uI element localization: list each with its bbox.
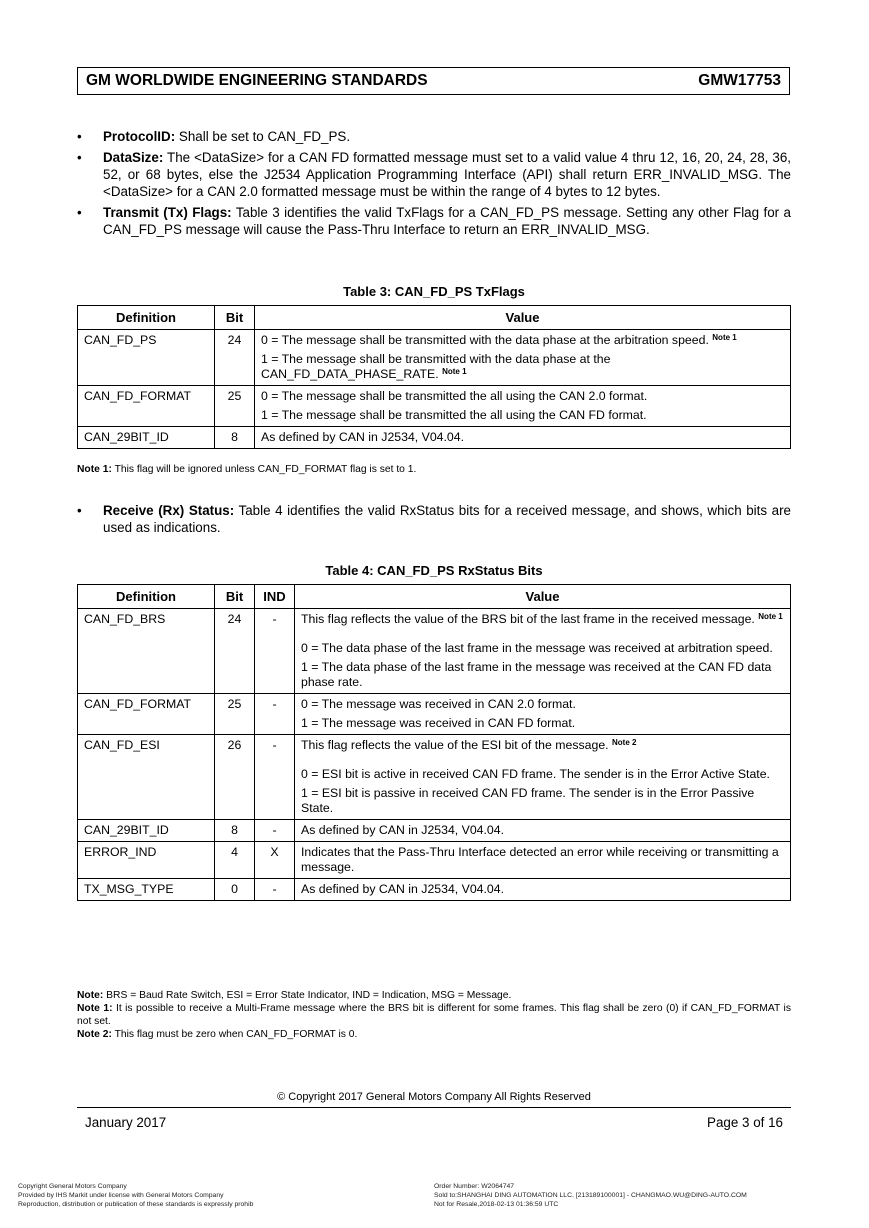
note-ref: Note 1 xyxy=(758,612,783,621)
bullet-data-size xyxy=(77,149,791,200)
table-header-row xyxy=(78,585,791,609)
column-header: Value xyxy=(295,585,791,609)
table3 xyxy=(77,305,791,449)
note-ref: Note 2 xyxy=(612,738,637,747)
bullet-text: Table 3 identifies the valid TxFlags for a CAN_FD_PS message. Setting any other Flag for a CAN_FD_PS message will cause the Pass-Thru Interface to return an ERR_INVALID_MSG. xyxy=(103,205,792,237)
bullet-icon: • xyxy=(77,205,82,220)
fine-print-line: Provided by IHS Markit under license with General Motors Company xyxy=(18,1192,224,1199)
footer-date: January 2017 xyxy=(85,1115,167,1130)
bullet-rx-status xyxy=(77,502,791,536)
bullet-label: DataSize: xyxy=(103,150,164,165)
cell-value xyxy=(255,386,791,427)
note-text: This flag will be ignored unless CAN_FD_FORMAT flag is set to 1. xyxy=(111,464,417,475)
note-text: It is possible to receive a Multi-Frame message where the BRS bit is different for some frames. This flag shall be zero (0) if CAN_FD_FORMAT is not set. xyxy=(77,1003,791,1027)
table-row xyxy=(78,820,791,842)
bullet-text: The <DataSize> for a CAN FD formatted message must set to a valid value 4 thru 12, 16, 20, 24, 28, 36, 52, or 68 bytes, else the J2534 Application Programming Interface (API) shall return ERR_INVALID_MSG. The <DataSize> for a CAN 2.0 formatted message must be within the range of 4 bytes to 12 bytes. xyxy=(103,150,791,199)
cell-value xyxy=(255,330,791,386)
bullet-text: Table 4 identifies the valid RxStatus bits for a received message, and shows, which bits are used as indications. xyxy=(103,503,791,535)
table-row xyxy=(78,609,791,694)
value-line: This flag reflects the value of the BRS bit of the last frame in the received message. xyxy=(301,612,755,626)
cell-bit: 24 xyxy=(215,330,255,386)
table-row xyxy=(78,879,791,901)
value-line: 0 = The message shall be transmitted with the data phase at the arbitration speed. xyxy=(261,333,709,347)
table4-notes xyxy=(77,989,791,1041)
cell-value xyxy=(295,735,791,820)
bullet-text: Shall be set to CAN_FD_PS. xyxy=(175,129,351,144)
value-line: 0 = The data phase of the last frame in the message was received at arbitration speed. xyxy=(301,641,773,655)
cell-definition: TX_MSG_TYPE xyxy=(78,879,215,901)
value-line: 0 = The message shall be transmitted the all using the CAN 2.0 format. xyxy=(261,389,648,403)
fine-print-line: Reproduction, distribution or publication of these standards is expressly prohib xyxy=(18,1201,254,1208)
cell-ind: - xyxy=(255,820,295,842)
bullet-label: ProtocolID: xyxy=(103,129,176,144)
bullet-protocol-id xyxy=(77,128,791,145)
table4 xyxy=(77,584,791,901)
value-line: 1 = The data phase of the last frame in the message was received at the CAN FD data phase rate. xyxy=(301,660,772,689)
note-line xyxy=(77,1028,791,1041)
cell-bit: 8 xyxy=(215,427,255,449)
column-header: Definition xyxy=(78,585,215,609)
table-row xyxy=(78,330,791,386)
cell-definition: CAN_FD_PS xyxy=(78,330,215,386)
cell-definition: CAN_29BIT_ID xyxy=(78,820,215,842)
fine-print-line: Copyright General Motors Company xyxy=(18,1183,127,1190)
page-footer xyxy=(77,1115,791,1130)
value-line: This flag reflects the value of the ESI bit of the message. xyxy=(301,738,609,752)
cell-value xyxy=(295,694,791,735)
bullet-icon: • xyxy=(77,503,82,518)
cell-ind: - xyxy=(255,735,295,820)
page-number: Page 3 of 16 xyxy=(707,1115,783,1130)
fine-print-line: Order Number: W2064747 xyxy=(434,1183,515,1190)
note-ref: Note 1 xyxy=(442,367,467,376)
note-label: Note 1: xyxy=(77,464,112,475)
table-row xyxy=(78,427,791,449)
bullet-list-rx xyxy=(77,502,791,540)
column-header: Bit xyxy=(215,306,255,330)
cell-definition: CAN_FD_FORMAT xyxy=(78,386,215,427)
value-line: 1 = ESI bit is passive in received CAN FD frame. The sender is in the Error Passive State. xyxy=(301,786,755,815)
cell-ind: - xyxy=(255,609,295,694)
cell-value: As defined by CAN in J2534, V04.04. xyxy=(255,427,791,449)
cell-definition: CAN_FD_FORMAT xyxy=(78,694,215,735)
table-row xyxy=(78,386,791,427)
note-label: Note 1: xyxy=(77,1003,113,1014)
cell-bit: 4 xyxy=(215,842,255,879)
note-label: Note 2: xyxy=(77,1029,112,1040)
document-id: GMW17753 xyxy=(698,72,781,89)
bullet-label: Transmit (Tx) Flags: xyxy=(103,205,232,220)
table-row xyxy=(78,842,791,879)
fine-print-line: Sold to:SHANGHAI DING AUTOMATION LLC. [213189100001] - CHANGMAO.WU@DING-AUTO.COM xyxy=(434,1192,747,1199)
note-line xyxy=(77,1002,791,1028)
bullet-icon: • xyxy=(77,150,82,165)
column-header: IND xyxy=(255,585,295,609)
cell-ind: X xyxy=(255,842,295,879)
cell-definition: CAN_FD_ESI xyxy=(78,735,215,820)
cell-ind: - xyxy=(255,694,295,735)
column-header: Value xyxy=(255,306,791,330)
cell-bit: 8 xyxy=(215,820,255,842)
cell-bit: 24 xyxy=(215,609,255,694)
cell-definition: CAN_FD_BRS xyxy=(78,609,215,694)
value-line: 1 = The message shall be transmitted the all using the CAN FD format. xyxy=(261,408,647,422)
value-line: 0 = The message was received in CAN 2.0 format. xyxy=(301,697,576,711)
cell-definition: ERROR_IND xyxy=(78,842,215,879)
bullet-icon: • xyxy=(77,129,82,144)
document-header xyxy=(77,67,790,95)
fine-print-line: Not for Resale,2018-02-13 01:36:59 UTC xyxy=(434,1201,559,1208)
table3-note xyxy=(77,463,791,476)
table-row xyxy=(78,694,791,735)
copyright-notice: © Copyright 2017 General Motors Company All Rights Reserved xyxy=(277,1091,591,1103)
cell-bit: 25 xyxy=(215,386,255,427)
footer-divider xyxy=(77,1107,791,1108)
cell-bit: 26 xyxy=(215,735,255,820)
table-row xyxy=(78,735,791,820)
cell-ind: - xyxy=(255,879,295,901)
cell-value: As defined by CAN in J2534, V04.04. xyxy=(295,879,791,901)
table3-caption: Table 3: CAN_FD_PS TxFlags xyxy=(343,284,525,299)
note-text: This flag must be zero when CAN_FD_FORMAT is 0. xyxy=(111,1029,358,1040)
value-line: 1 = The message shall be transmitted with the data phase at the CAN_FD_DATA_PHASE_RATE. xyxy=(261,352,611,381)
note-label: Note: xyxy=(77,990,104,1001)
column-header: Definition xyxy=(78,306,215,330)
table4-caption: Table 4: CAN_FD_PS RxStatus Bits xyxy=(325,563,543,578)
note-line xyxy=(77,989,791,1002)
bullet-tx-flags xyxy=(77,204,791,238)
cell-definition: CAN_29BIT_ID xyxy=(78,427,215,449)
bullet-label: Receive (Rx) Status: xyxy=(103,503,235,518)
cell-value: Indicates that the Pass-Thru Interface detected an error while receiving or transmitting a message. xyxy=(295,842,791,879)
bullet-list-top xyxy=(77,128,791,242)
license-fine-print-right xyxy=(434,1182,747,1209)
value-line: 1 = The message was received in CAN FD format. xyxy=(301,716,576,730)
cell-bit: 25 xyxy=(215,694,255,735)
cell-value xyxy=(295,609,791,694)
column-header: Bit xyxy=(215,585,255,609)
note-text: BRS = Baud Rate Switch, ESI = Error State Indicator, IND = Indication, MSG = Message. xyxy=(103,990,512,1001)
note-ref: Note 1 xyxy=(712,333,737,342)
cell-value: As defined by CAN in J2534, V04.04. xyxy=(295,820,791,842)
table-header-row xyxy=(78,306,791,330)
value-line: 0 = ESI bit is active in received CAN FD frame. The sender is in the Error Active State. xyxy=(301,767,770,781)
header-title: GM WORLDWIDE ENGINEERING STANDARDS xyxy=(86,72,428,89)
cell-bit: 0 xyxy=(215,879,255,901)
license-fine-print-left xyxy=(18,1182,253,1209)
